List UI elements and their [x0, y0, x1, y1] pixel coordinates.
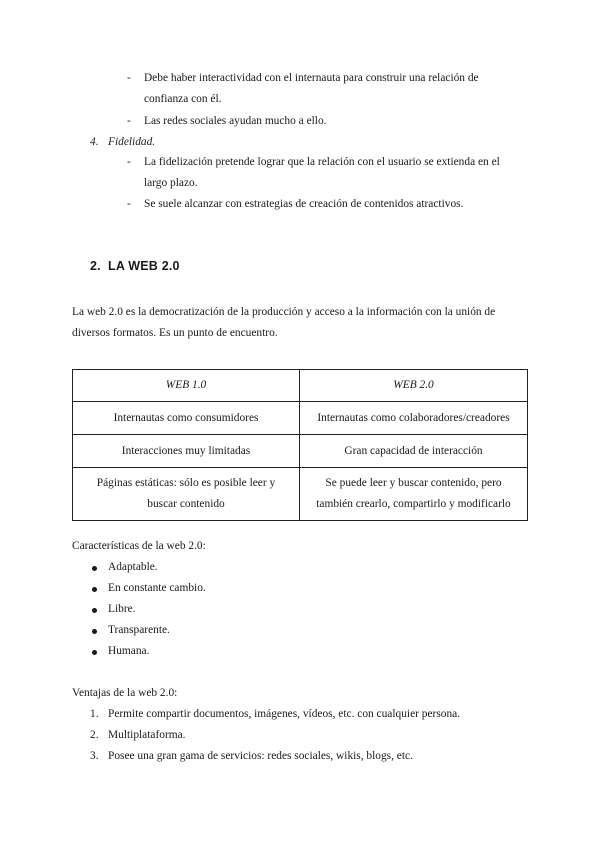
table-cell-line: Páginas estáticas: sólo es posible leer y	[96, 477, 276, 489]
list-item: Libre.	[108, 603, 136, 615]
list-item: Las redes sociales ayudan mucho a ello.	[144, 115, 327, 127]
table-header-cell: WEB 1.0	[73, 370, 300, 402]
table-cell: Internautas como colaboradores/creadores	[300, 402, 528, 435]
numbered-item-number: 2.	[90, 729, 99, 741]
list-item-continuation: largo plazo.	[144, 177, 198, 189]
list-item: Transparente.	[108, 624, 170, 636]
table-header-row	[73, 370, 528, 402]
list-item: Debe haber interactividad con el internauta para construir una relación de	[144, 72, 479, 84]
table-cell	[73, 468, 300, 521]
dash-bullet: -	[127, 198, 131, 210]
list-item: Se suele alcanzar con estrategias de creación de contenidos atractivos.	[144, 198, 464, 210]
table-cell-line: también crearlo, compartirlo y modificarlo	[316, 498, 511, 510]
list-item: La fidelización pretende lograr que la relación con el usuario se extienda en el	[144, 156, 500, 168]
numbered-item-text: Posee una gran gama de servicios: redes sociales, wikis, blogs, etc.	[108, 750, 413, 762]
list-item-continuation: confianza con él.	[144, 93, 222, 105]
numbered-item-number: 3.	[90, 750, 99, 762]
numbered-item-number: 4.	[90, 136, 99, 148]
table-cell: Interacciones muy limitadas	[73, 435, 300, 468]
list-item: Adaptable.	[108, 561, 158, 573]
table-cell: Internautas como consumidores	[73, 402, 300, 435]
table-row	[73, 468, 528, 521]
table-row	[73, 435, 528, 468]
numbered-item-number: 1.	[90, 708, 99, 720]
table-row	[73, 402, 528, 435]
table-cell-line: buscar contenido	[147, 498, 225, 510]
intro-paragraph-line: diversos formatos. Es un punto de encuentro.	[72, 327, 278, 339]
numbered-item-text: Multiplataforma.	[108, 729, 186, 741]
characteristics-label: Características de la web 2.0:	[72, 540, 206, 552]
list-item: En constante cambio.	[108, 582, 206, 594]
dash-bullet: -	[127, 156, 131, 168]
table-cell	[300, 468, 528, 521]
section-title: LA WEB 2.0	[108, 259, 180, 273]
bullet-icon	[92, 650, 97, 655]
list-item: Humana.	[108, 645, 150, 657]
bullet-icon	[92, 566, 97, 571]
dash-bullet: -	[127, 115, 131, 127]
table-cell: Gran capacidad de interacción	[300, 435, 528, 468]
section-number: 2.	[90, 259, 101, 273]
dash-bullet: -	[127, 72, 131, 84]
numbered-item-title: Fidelidad.	[108, 136, 156, 148]
bullet-icon	[92, 608, 97, 613]
advantages-label: Ventajas de la web 2.0:	[72, 687, 178, 699]
bullet-icon	[92, 587, 97, 592]
table-header-cell: WEB 2.0	[300, 370, 528, 402]
comparison-table	[72, 369, 528, 521]
bullet-icon	[92, 629, 97, 634]
table-cell-line: Se puede leer y buscar contenido, pero	[325, 477, 502, 489]
intro-paragraph-line: La web 2.0 es la democratización de la producción y acceso a la información con la unión de	[72, 306, 496, 318]
numbered-item-text: Permite compartir documentos, imágenes, vídeos, etc. con cualquier persona.	[108, 708, 461, 720]
